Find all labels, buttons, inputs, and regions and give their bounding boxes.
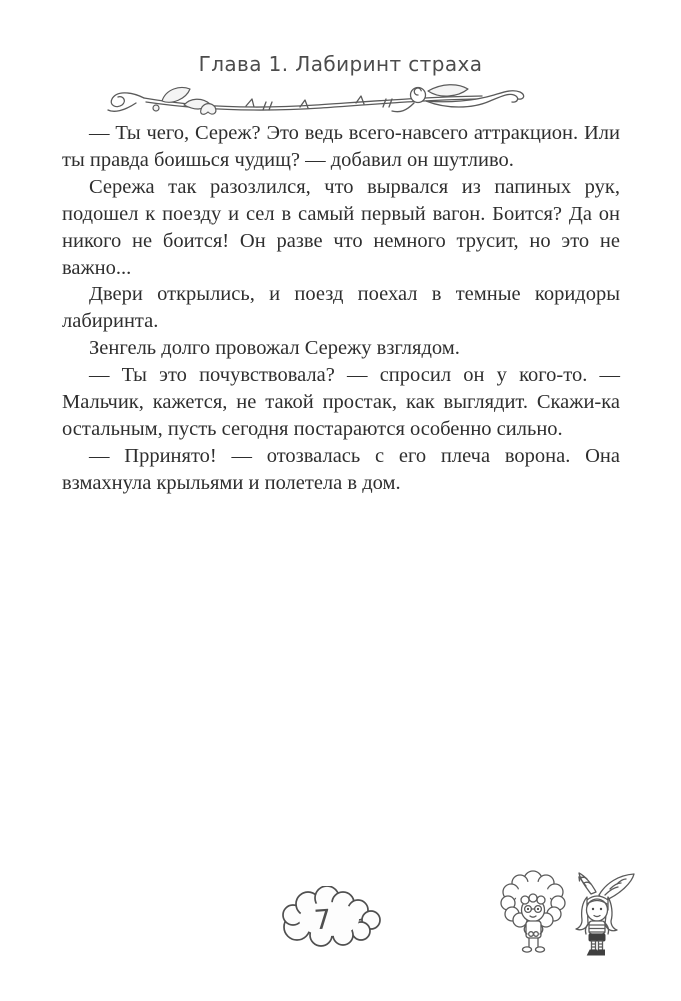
page-number: 7 [312,904,333,937]
body-text [62,120,620,497]
paragraph: Двери открылись, и поезд поехал в темные коридоры лабиринта. [62,283,620,333]
curly-haired-character [501,871,565,952]
cloud-icon [283,886,380,946]
chapter-title: Глава 1. Лабиринт страха [198,52,483,76]
paragraph: — Ты это почувствовала? — спросил он у кого-то. — Мальчик, кажется, не такой простак, как выглядит. Скажи-ка остальным, пусть сегодня постараются особенно сильно. [62,364,620,440]
branch-ornament-icon [104,82,534,125]
horned-character [576,873,634,955]
paragraph: — Ты чего, Сереж? Это ведь всего-навсего аттракцион. Или ты правда боишься чудищ? — добавил он шутливо. [62,122,620,171]
paragraph: Сережа так разозлился, что вырвался из папиных рук, подошел к поезду и сел в самый первый вагон. Боится? Да он никого не боится! Он разве что немного трусит, но это не важно... [62,175,620,279]
characters-illustration [498,870,648,971]
paragraph: — Прринято! — отозвалась с его плеча ворона. Она взмахнула крыльями и полетела в дом. [62,444,620,494]
page-number-cloud [272,886,394,955]
paragraph: Зенгель долго провожал Сережу взглядом. [89,337,460,360]
